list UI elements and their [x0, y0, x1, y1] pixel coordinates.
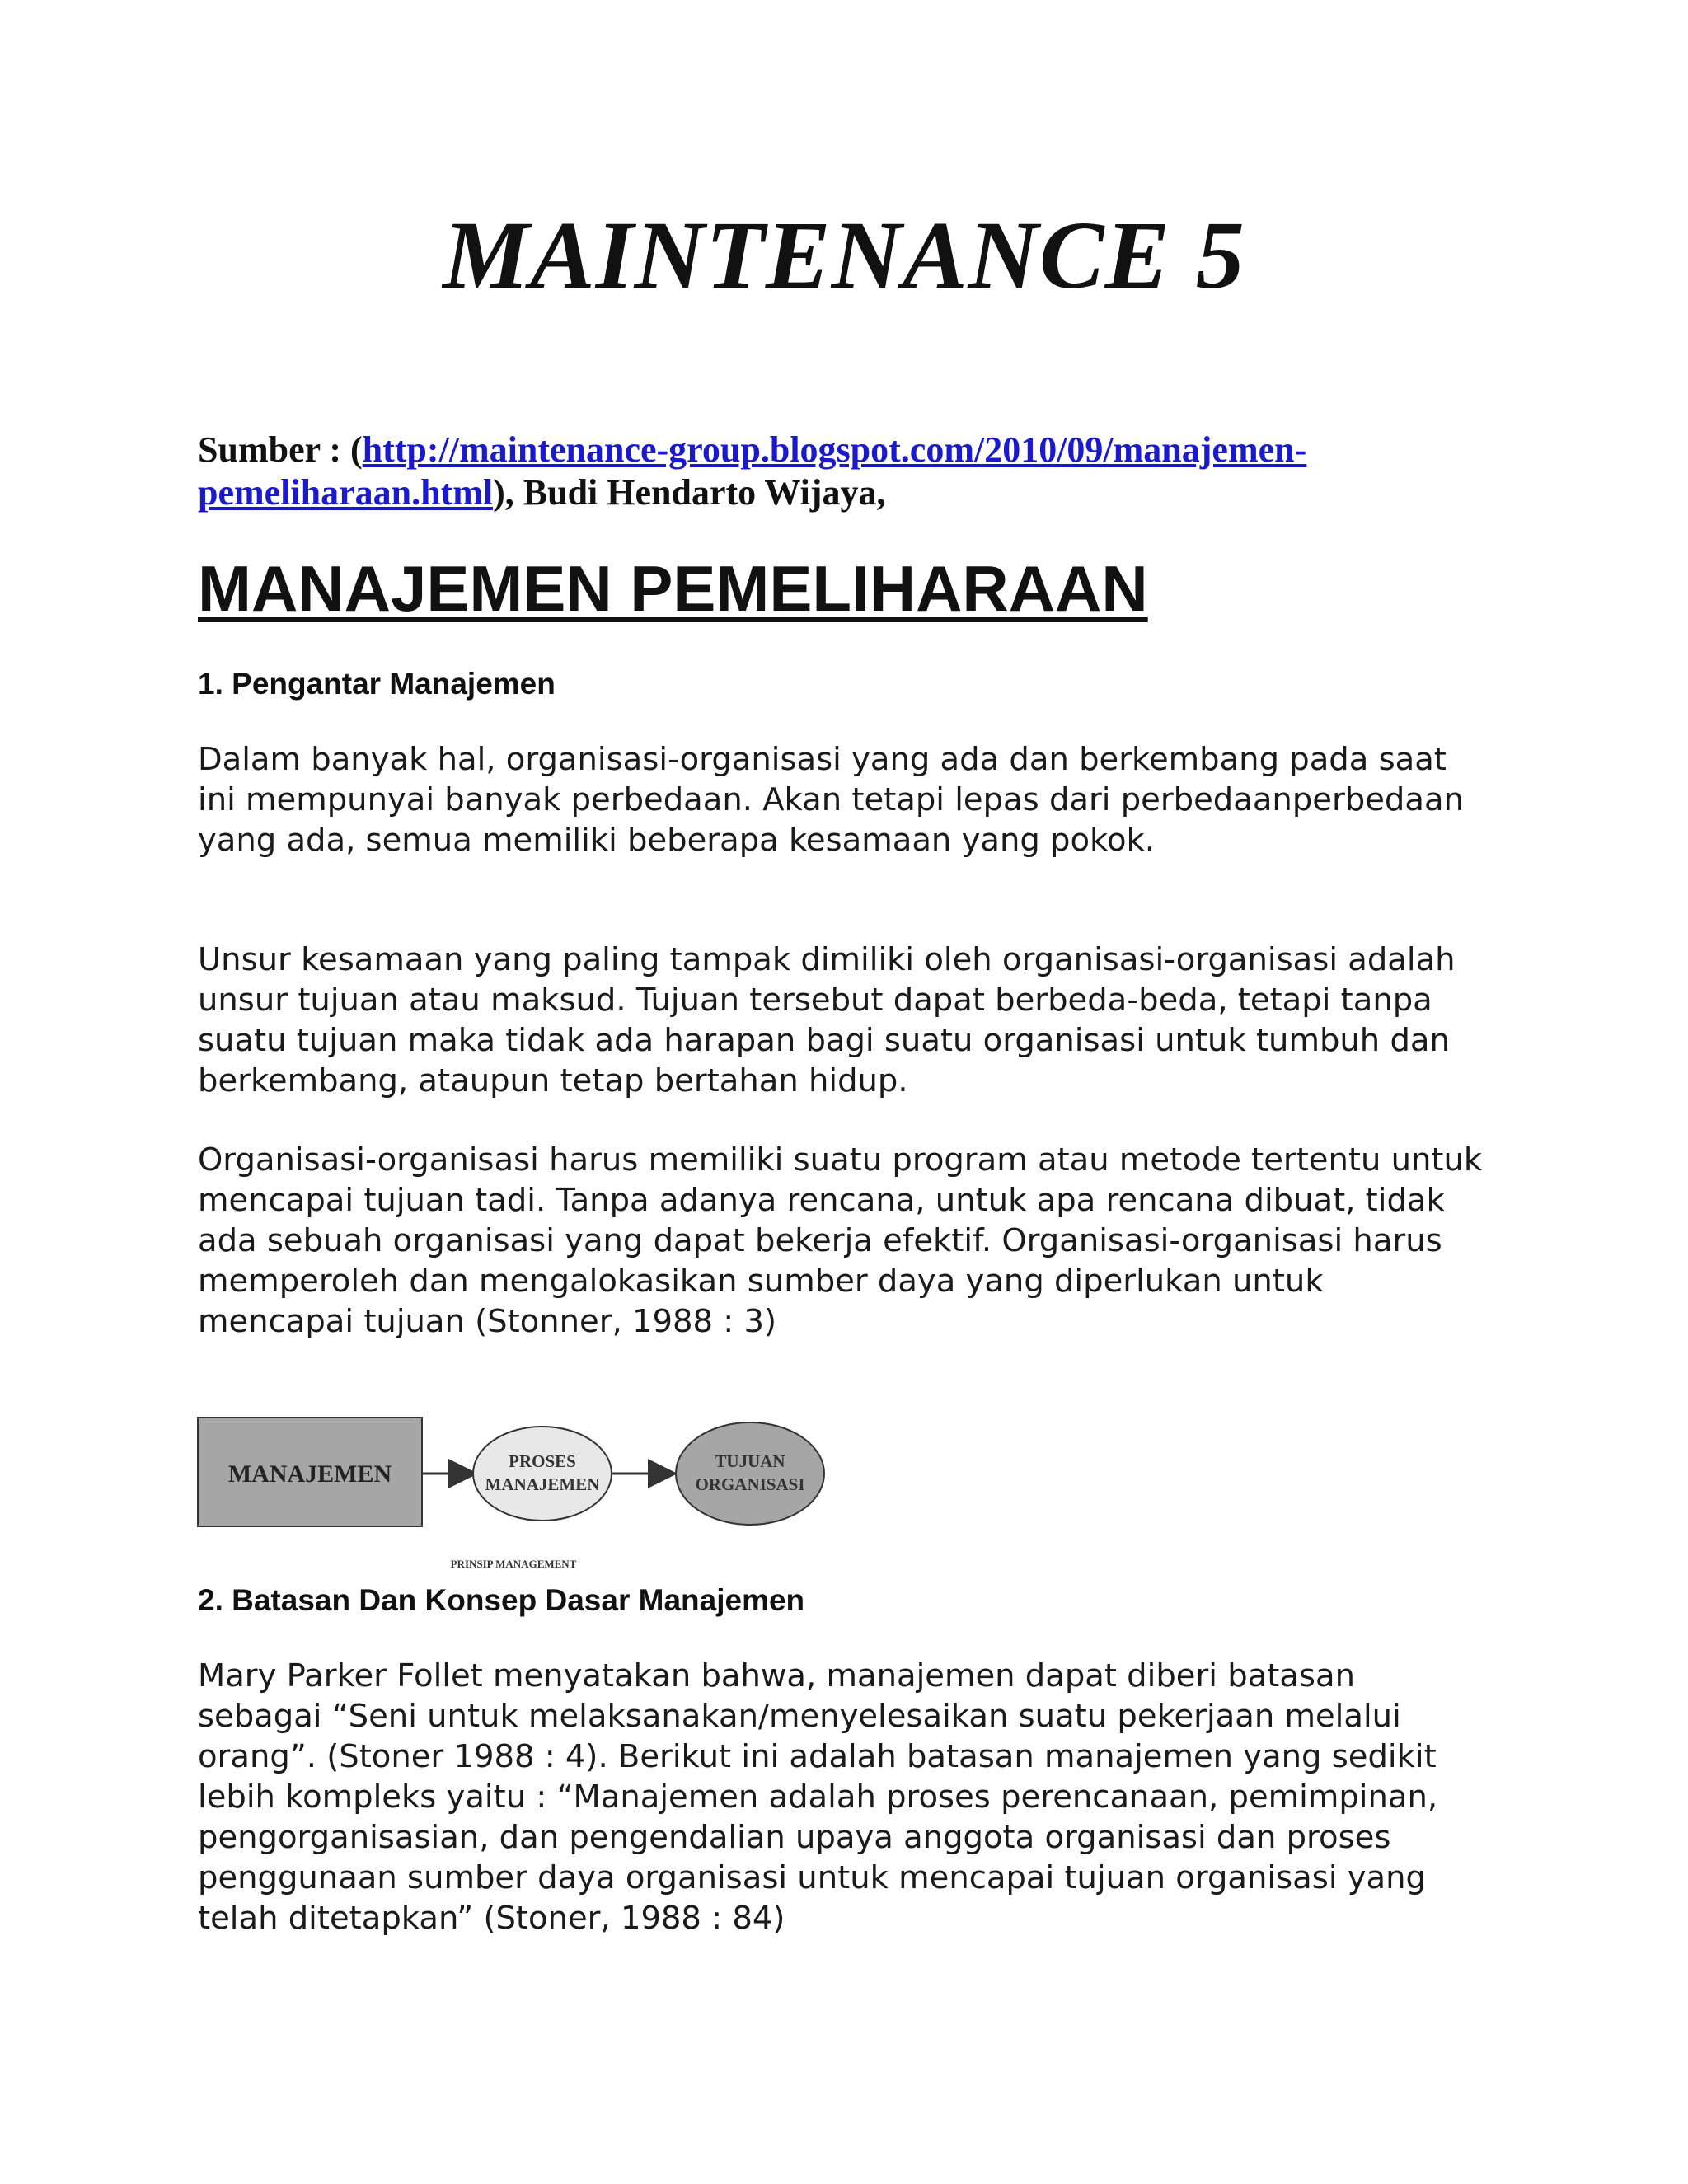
source-link-part-1: http://maintenance-group.blogspot.com/2010/09/manajemen- — [362, 429, 1307, 470]
section-title: MANAJEMEN PEMELIHARAAN — [198, 552, 1148, 625]
diagram-caption: PRINSIP MANAGEMENT — [450, 1558, 577, 1570]
section-2-heading: 2. Batasan Dan Konsep Dasar Manajemen — [198, 1583, 805, 1617]
tujuan-organisasi-ellipse — [676, 1422, 824, 1525]
management-principle-diagram — [196, 1411, 1037, 1592]
section-1-paragraph-2: Unsur kesamaan yang paling tampak dimiliki oleh organisasi-organisasi adalah unsur tujuan atau maksud. Tujuan tersebut dapat berbeda-beda, tetapi tanpa suatu tujuan maka tidak ada harapan bagi suatu organisasi untuk tumbuh dan berkembang, ataupun tetap bertahan hidup. — [198, 941, 1456, 1099]
section-1-paragraph-1: Dalam banyak hal, organisasi-organisasi yang ada dan berkembang pada saat ini mempunyai banyak perbedaan. Akan tetapi lepas dari perbedaanperbedaan yang ada, semua memiliki beberapa kesamaan yang pokok. — [198, 741, 1464, 859]
section-2-paragraph-1: Mary Parker Follet menyatakan bahwa, manajemen dapat diberi batasan sebagai “Seni untuk melaksanakan/menyelesaikan suatu pekerjaan melalui orang”. (Stoner 1988 : 4). Berikut ini adalah batasan manajemen yang sedikit lebih kompleks yaitu : “Manajemen adalah proses perencanaan, pemimpinan, pengorganisasian, dan pengendalian upaya anggota organisasi dan proses penggunaan sumber daya organisasi untuk mencapai tujuan organisasi yang telah ditetapkan” (Stoner, 1988 : 84) — [198, 1657, 1438, 1937]
source-citation — [198, 429, 1517, 514]
tujuan-label-line-1: TUJUAN — [715, 1451, 785, 1471]
proses-manajemen-ellipse — [473, 1427, 612, 1521]
source-prefix: Sumber : ( — [198, 429, 363, 470]
source-suffix: ), Budi Hendarto Wijaya, — [493, 472, 886, 513]
page-title: MAINTENANCE 5 — [443, 201, 1245, 309]
section-1-heading: 1. Pengantar Manajemen — [198, 667, 556, 701]
proses-label-line-2: MANAJEMEN — [485, 1474, 600, 1494]
section-1-paragraph-3: Organisasi-organisasi harus memiliki suatu program atau metode tertentu untuk mencapai tujuan tadi. Tanpa adanya rencana, untuk apa rencana dibuat, tidak ada sebuah organisasi yang dapat bekerja efektif. Organisasi-organisasi harus memperoleh dan mengalokasikan sumber daya yang diperlukan untuk mencapai tujuan (Stonner, 1988 : 3) — [198, 1141, 1483, 1340]
manajemen-box-label: MANAJEMEN — [227, 1460, 392, 1488]
proses-label-line-1: PROSES — [509, 1451, 576, 1471]
tujuan-label-line-2: ORGANISASI — [695, 1474, 805, 1494]
source-link-part-2: pemeliharaan.html — [198, 472, 494, 513]
